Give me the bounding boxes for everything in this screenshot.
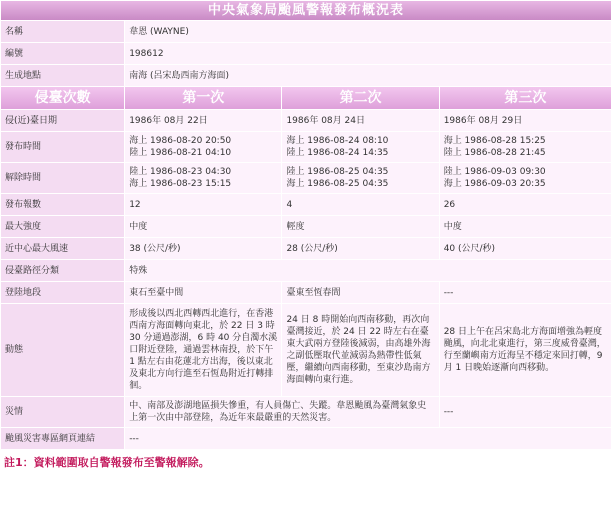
lift-label: 解除時間 (1, 163, 124, 193)
lift-3-land: 陸上 1986-09-03 09:30 (443, 167, 546, 177)
name-value: 韋恩 (WAYNE) (125, 21, 611, 42)
origin-label: 生成地點 (1, 65, 124, 86)
path-value: 特殊 (125, 260, 611, 281)
header-third: 第三次 (440, 87, 611, 109)
links-value: --- (125, 428, 611, 449)
lift-2-sea: 海上 1986-08-25 04:35 (286, 179, 389, 189)
intensity-3: 中度 (440, 216, 611, 237)
wind-2: 28 (公尺/秒) (282, 238, 438, 259)
issue-2-land: 陸上 1986-08-24 14:35 (286, 148, 389, 158)
date-label: 侵(近)臺日期 (1, 110, 124, 131)
number-value: 198612 (125, 43, 611, 64)
lift-1 (125, 163, 281, 193)
landfall-2: 臺東至恆春間 (282, 282, 438, 303)
disaster-label: 災情 (1, 397, 124, 427)
number-label: 編號 (1, 43, 124, 64)
date-2: 1986年 08月 24日 (282, 110, 438, 131)
intensity-1: 中度 (125, 216, 281, 237)
intensity-2: 輕度 (282, 216, 438, 237)
disaster-3: --- (440, 397, 611, 427)
issue-3 (440, 132, 611, 162)
wind-3: 40 (公尺/秒) (440, 238, 611, 259)
lift-2 (282, 163, 438, 193)
issue-1-sea: 海上 1986-08-20 20:50 (129, 136, 232, 146)
count-1: 12 (125, 194, 281, 215)
count-3: 26 (440, 194, 611, 215)
issue-1 (125, 132, 281, 162)
disaster-value: 中、南部及澎湖地區損失慘重，有人員傷亡、失蹤。韋恩颱風為臺灣氣象史上第一次由中部登陸，為近年來最嚴重的天然災害。 (125, 397, 439, 427)
landfall-3: --- (440, 282, 611, 303)
wind-label: 近中心最大風速 (1, 238, 124, 259)
issue-2-sea: 海上 1986-08-24 08:10 (286, 136, 389, 146)
lift-3-sea: 海上 1986-09-03 20:35 (443, 179, 546, 189)
movement-1: 形成後以西北西轉西北進行，在香港西南方海面轉向東北，於 22 日 3 時 30 分通過澎湖，6 時 40 分自濁水溪口附近登陸，通過雲林南投，於下午 1 點左右由花蓮北方出海，後以東北及東北方向行進至石恆島附近打轉排徊。 (125, 304, 281, 396)
header-second: 第二次 (282, 87, 438, 109)
landfall-label: 登陸地段 (1, 282, 124, 303)
movement-label: 動態 (1, 304, 124, 396)
movement-3: 28 日上午在呂宋島北方海面增強為輕度颱風，向北北東進行，第三度威脅臺灣，行至蘭嶼南方近海呈不穩定來回打轉，9 月 1 日晚始逐漸向西移動。 (440, 304, 611, 396)
path-label: 侵臺路徑分類 (1, 260, 124, 281)
issue-2 (282, 132, 438, 162)
intensity-label: 最大強度 (1, 216, 124, 237)
wind-1: 38 (公尺/秒) (125, 238, 281, 259)
origin-value: 南海 (呂宋島西南方海面) (125, 65, 611, 86)
header-first: 第一次 (125, 87, 281, 109)
date-3: 1986年 08月 29日 (440, 110, 611, 131)
issue-3-sea: 海上 1986-08-28 15:25 (443, 136, 546, 146)
movement-2: 24 日 8 時開始向西南移動，再次向臺灣接近，於 24 日 22 時左右在臺東大武兩方登陸後減弱，由高雄外海之副低壓取代並減弱為熱帶性低氣壓，繼續向西南移動，至東沙島南方海面轉向東行進。 (282, 304, 438, 396)
page-title: 中央氣象局颱風警報發布概況表 (1, 1, 611, 20)
issue-label: 發布時間 (1, 132, 124, 162)
date-1: 1986年 08月 22日 (125, 110, 281, 131)
issue-3-land: 陸上 1986-08-28 21:45 (443, 148, 546, 158)
lift-1-land: 陸上 1986-08-23 04:30 (129, 167, 232, 177)
issue-1-land: 陸上 1986-08-21 04:10 (129, 148, 232, 158)
count-label: 發布報數 (1, 194, 124, 215)
name-label: 名稱 (1, 21, 124, 42)
links-label: 颱風災害專區網頁連結 (1, 428, 124, 449)
landfall-1: 東石至臺中間 (125, 282, 281, 303)
lift-1-sea: 海上 1986-08-23 15:15 (129, 179, 232, 189)
header-invasion-count: 侵臺次數 (1, 87, 124, 109)
count-2: 4 (282, 194, 438, 215)
footnote: 註1：資料範圍取自警報發布至警報解除。 (4, 456, 210, 469)
lift-2-land: 陸上 1986-08-25 04:35 (286, 167, 389, 177)
lift-3 (440, 163, 611, 193)
